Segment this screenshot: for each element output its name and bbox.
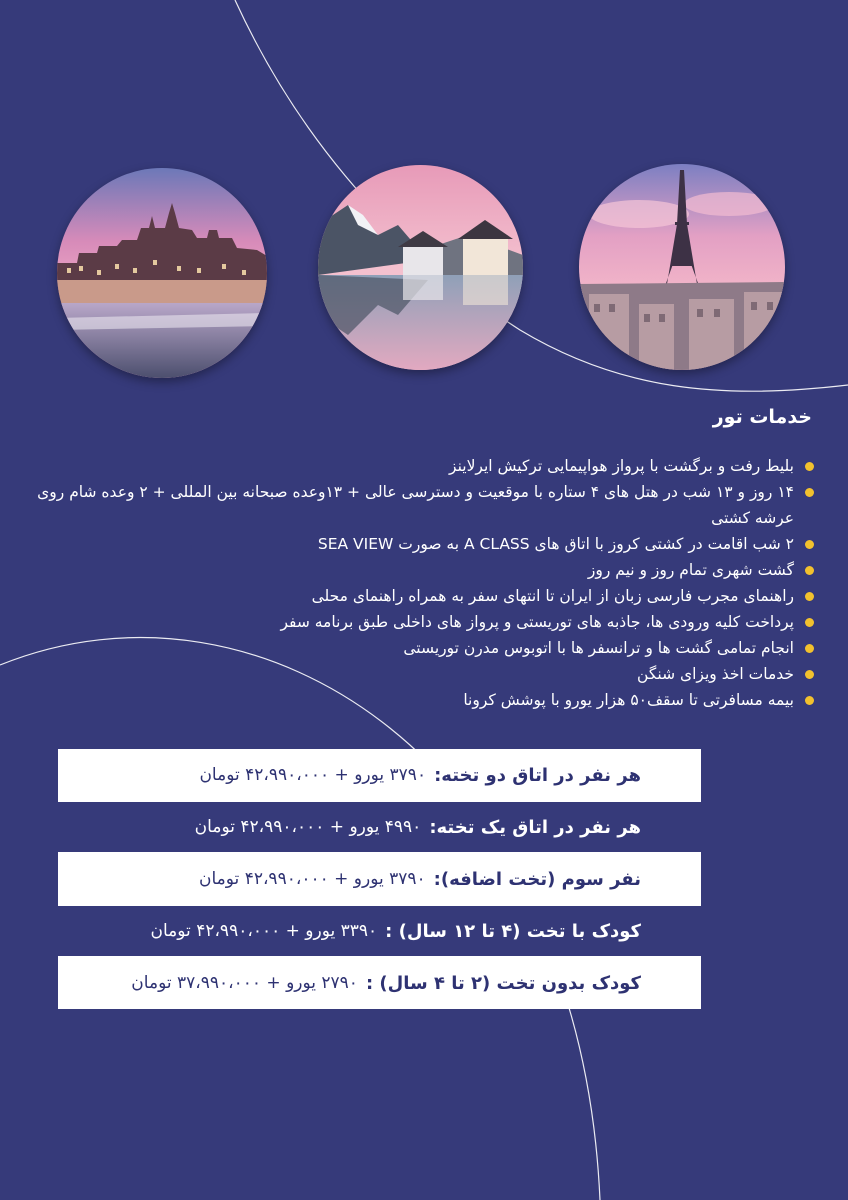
service-item: راهنمای مجرب فارسی زبان از ایران تا انتهای سفر به همراه راهنمای محلی bbox=[36, 583, 816, 609]
stockholm-photo bbox=[57, 168, 267, 378]
bullet-dot-icon bbox=[805, 618, 814, 627]
service-item: ۲ شب اقامت در کشتی کروز با اتاق های A CLASS به صورت SEA VIEW bbox=[36, 531, 816, 557]
bullet-dot-icon bbox=[805, 670, 814, 679]
service-item: خدمات اخذ ویزای شنگن bbox=[36, 661, 816, 687]
service-item: انجام تمامی گشت ها و ترانسفر ها با اتوبوس مدرن توریستی bbox=[36, 635, 816, 661]
price-value: ۳۳۹۰ یورو + ۴۲،۹۹۰،۰۰۰ تومان bbox=[150, 921, 378, 941]
service-item: بلیط رفت و برگشت با پرواز هواپیمایی ترکیش ایرلاینز bbox=[36, 453, 816, 479]
price-label: کودک با تخت (۴ تا ۱۲ سال) : bbox=[385, 920, 641, 942]
price-row-double-room bbox=[58, 749, 701, 801]
price-label: هر نفر در اتاق یک تخته: bbox=[429, 816, 641, 838]
price-table bbox=[58, 749, 701, 1009]
price-value: ۳۷۹۰ یورو + ۴۲،۹۹۰،۰۰۰ تومان bbox=[199, 765, 427, 785]
bullet-dot-icon bbox=[805, 540, 814, 549]
price-row-single-room bbox=[58, 801, 701, 853]
bullet-dot-icon bbox=[805, 462, 814, 471]
price-row-extra-bed bbox=[58, 853, 701, 905]
price-label: کودک بدون تخت (۲ تا ۴ سال) : bbox=[365, 972, 641, 994]
service-item: بیمه مسافرتی تا سقف۵۰ هزار یورو با پوشش کرونا bbox=[36, 687, 816, 713]
bullet-dot-icon bbox=[805, 566, 814, 575]
bullet-dot-icon bbox=[805, 644, 814, 653]
bullet-dot-icon bbox=[805, 696, 814, 705]
paris-photo bbox=[579, 164, 785, 370]
services-list bbox=[36, 453, 816, 713]
price-label: نفر سوم (تخت اضافه): bbox=[433, 868, 641, 890]
service-item: پرداخت کلیه ورودی ها، جاذبه های توریستی و پرواز های داخلی طبق برنامه سفر bbox=[36, 609, 816, 635]
service-item: گشت شهری تمام روز و نیم روز bbox=[36, 557, 816, 583]
price-label: هر نفر در اتاق دو تخته: bbox=[434, 764, 641, 786]
price-value: ۲۷۹۰ یورو + ۳۷،۹۹۰،۰۰۰ تومان bbox=[131, 973, 358, 993]
bullet-dot-icon bbox=[805, 592, 814, 601]
bullet-dot-icon bbox=[805, 488, 814, 497]
price-row-child-with-bed bbox=[58, 905, 701, 957]
price-value: ۴۹۹۰ یورو + ۴۲،۹۹۰،۰۰۰ تومان bbox=[194, 817, 422, 837]
price-row-child-no-bed bbox=[58, 957, 701, 1009]
price-value: ۳۷۹۰ یورو + ۴۲،۹۹۰،۰۰۰ تومان bbox=[199, 869, 426, 889]
service-item: ۱۴ روز و ۱۳ شب در هتل های ۴ ستاره با موقعیت و دسترسی عالی + ۱۳وعده صبحانه بین المللی + ۲ وعده شام روی عرشه کشتی bbox=[36, 479, 816, 531]
fjord-photo bbox=[318, 165, 523, 370]
services-title: خدمات تور bbox=[712, 406, 812, 428]
